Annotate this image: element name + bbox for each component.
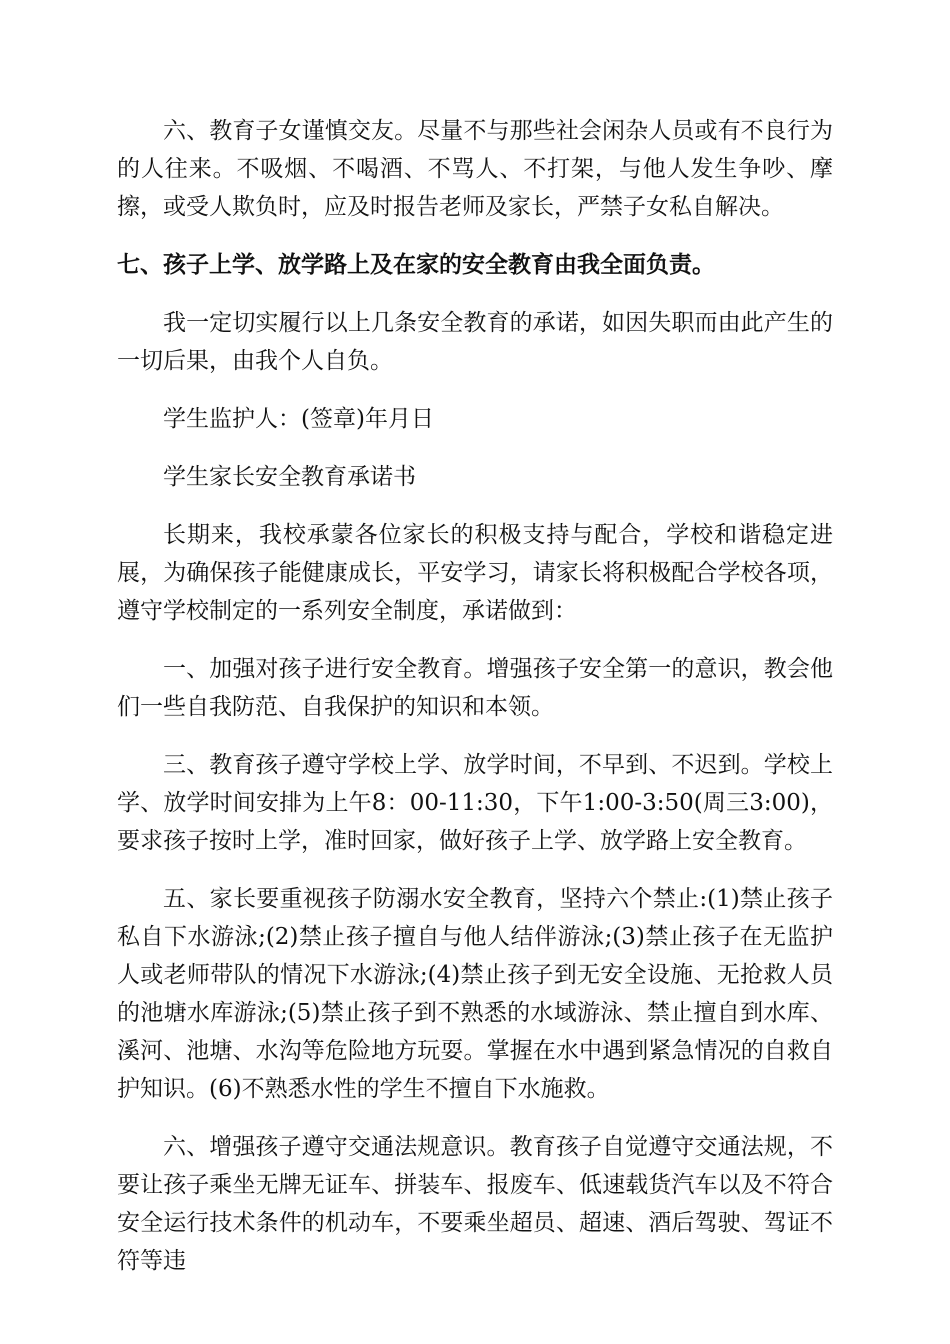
paragraph-guardian-signature: 学生监护人：(签章)年月日	[163, 406, 434, 432]
paragraph-intro: 长期来，我校承蒙各位家长的积极支持与配合，学校和谐稳定进展，为确保孩子能健康成长，平安学习，请家长将积极配合学校各项，遵守学校制定的一系列安全制度，承诺做到：	[117, 522, 833, 624]
paragraph-parent-responsibility-heading: 七、孩子上学、放学路上及在家的安全教育由我全面负责。	[117, 252, 715, 278]
document-title: 学生家长安全教育承诺书	[163, 464, 416, 490]
paragraph-make-friends: 六、教育子女谨慎交友。尽量不与那些社会闲杂人员或有不良行为的人往来。不吸烟、不喝酒、不骂人、不打架，与他人发生争吵、摩擦，或受人欺负时，应及时报告老师及家长，严禁子女私自解决。	[117, 118, 833, 220]
paragraph-commitment: 我一定切实履行以上几条安全教育的承诺，如因失职而由此产生的一切后果，由我个人自负。	[117, 310, 833, 374]
paragraph-school-hours: 三、教育孩子遵守学校上学、放学时间，不早到、不迟到。学校上学、放学时间安排为上午8：00-11:30，下午1:00-3:50(周三3:00)，要求孩子按时上学，准时回家，做好孩子上学、放学路上安全教育。	[117, 752, 833, 854]
paragraph-drowning-prevention: 五、家长要重视孩子防溺水安全教育，坚持六个禁止:(1)禁止孩子私自下水游泳;(2)禁止孩子擅自与他人结伴游泳;(3)禁止孩子在无监护人或老师带队的情况下水游泳;(4)禁止孩子到无安全设施、无抢救人员的池塘水库游泳;(5)禁止孩子到不熟悉的水域游泳、禁止擅自到水库、溪河、池塘、水沟等危险地方玩耍。掌握在水中遇到紧急情况的自救自护知识。(6)不熟悉水性的学生不擅自下水施救。	[117, 886, 833, 1102]
document-body	[117, 112, 833, 1280]
paragraph-traffic-safety: 六、增强孩子遵守交通法规意识。教育孩子自觉遵守交通法规，不要让孩子乘坐无牌无证车、拼装车、报废车、低速载货汽车以及不符合安全运行技术条件的机动车，不要乘坐超员、超速、酒后驾驶、驾证不符等违	[117, 1134, 833, 1274]
paragraph-safety-education: 一、加强对孩子进行安全教育。增强孩子安全第一的意识，教会他们一些自我防范、自我保护的知识和本领。	[117, 656, 833, 720]
